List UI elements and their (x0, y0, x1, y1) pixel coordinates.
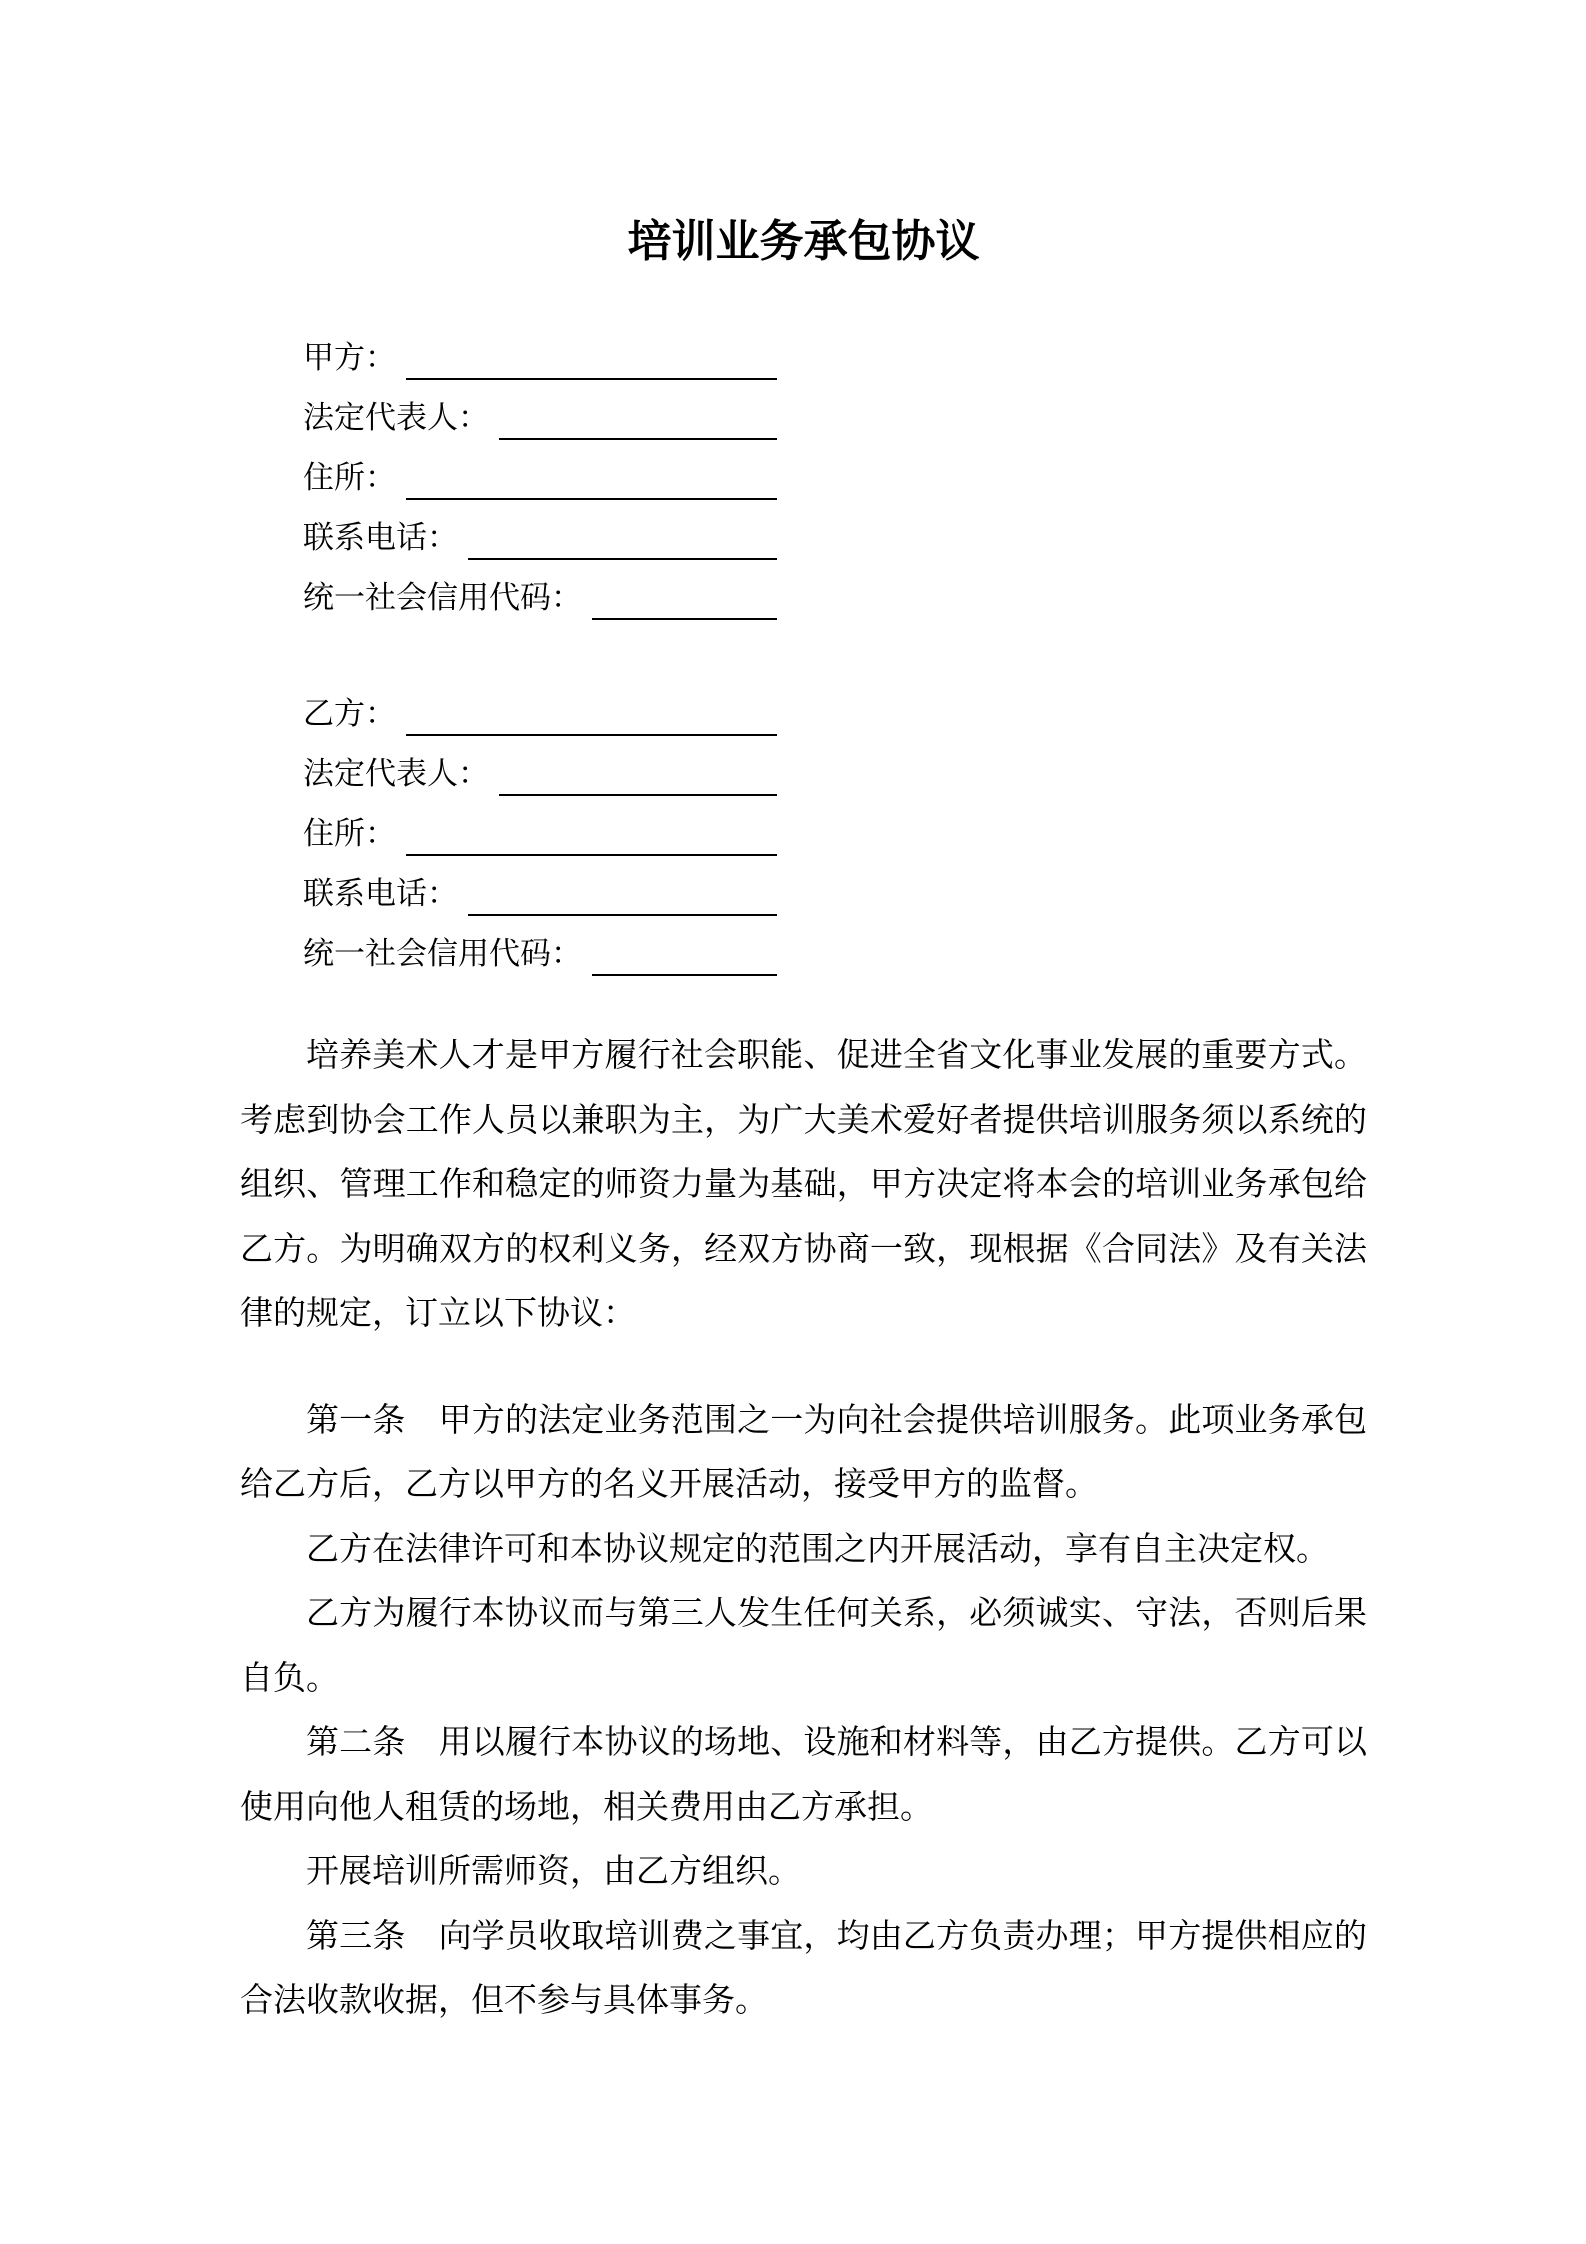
field-row-party-b-representative (303, 736, 777, 796)
body-paragraph-article-3: 第三条 向学员收取培训费之事宜，均由乙方负责办理；甲方提供相应的合法收款收据，但不参与具体事务。 (240, 1918, 1367, 2019)
blank-underline (592, 574, 777, 620)
blank-underline (499, 750, 777, 796)
field-label: 联系电话： (303, 520, 458, 555)
field-row-party-b-phone (303, 856, 777, 916)
field-label: 统一社会信用代码： (303, 936, 582, 971)
body-paragraph-article-1: 第一条 甲方的法定业务范围之一为向社会提供培训服务。此项业务承包给乙方后，乙方以甲方的名义开展活动，接受甲方的监督。 (240, 1402, 1367, 1503)
field-row-party-a-credit-code (303, 560, 777, 620)
field-label: 乙方： (303, 696, 396, 731)
field-row-party-a-address (303, 440, 777, 500)
field-row-party-b-credit-code (303, 916, 777, 976)
blank-underline (468, 514, 777, 560)
contract-body (240, 1024, 1367, 2034)
blank-underline (406, 690, 777, 736)
field-label: 住所： (303, 816, 396, 851)
field-row-party-b-name (303, 676, 777, 736)
party-b-section (303, 676, 777, 976)
blank-underline (592, 930, 777, 976)
body-paragraph-article-1-clause-2: 乙方在法律许可和本协议规定的范围之内开展活动，享有自主决定权。 (306, 1531, 1329, 1568)
field-row-party-a-name (303, 320, 777, 380)
body-paragraph-article-2: 第二条 用以履行本协议的场地、设施和材料等，由乙方提供。乙方可以使用向他人租赁的场地，相关费用由乙方承担。 (240, 1725, 1367, 1826)
blank-underline (406, 454, 777, 500)
body-paragraph-preamble: 培养美术人才是甲方履行社会职能、促进全省文化事业发展的重要方式。考虑到协会工作人员以兼职为主，为广大美术爱好者提供培训服务须以系统的组织、管理工作和稳定的师资力量为基础，甲方决定将本会的培训业务承包给乙方。为明确双方的权利义务，经双方协商一致，现根据《合同法》及有关法律的规定，订立以下协议： (240, 1038, 1367, 1332)
field-row-party-a-representative (303, 380, 777, 440)
blank-underline (468, 870, 777, 916)
blank-underline (499, 394, 777, 440)
blank-underline (406, 810, 777, 856)
party-a-section (303, 320, 777, 620)
field-label: 法定代表人： (303, 756, 489, 791)
body-paragraph-article-2-clause-2: 开展培训所需师资，由乙方组织。 (306, 1854, 801, 1890)
field-label: 甲方： (303, 340, 396, 375)
field-row-party-a-phone (303, 500, 777, 560)
field-label: 统一社会信用代码： (303, 580, 582, 615)
document-title: 培训业务承包协议 (627, 217, 980, 266)
body-paragraph-article-1-clause-3: 乙方为履行本协议而与第三人发生任何关系，必须诚实、守法，否则后果自负。 (240, 1596, 1367, 1697)
field-label: 住所： (303, 460, 396, 495)
field-row-party-b-address (303, 796, 777, 856)
field-label: 联系电话： (303, 876, 458, 911)
blank-underline (406, 334, 777, 380)
field-label: 法定代表人： (303, 400, 489, 435)
